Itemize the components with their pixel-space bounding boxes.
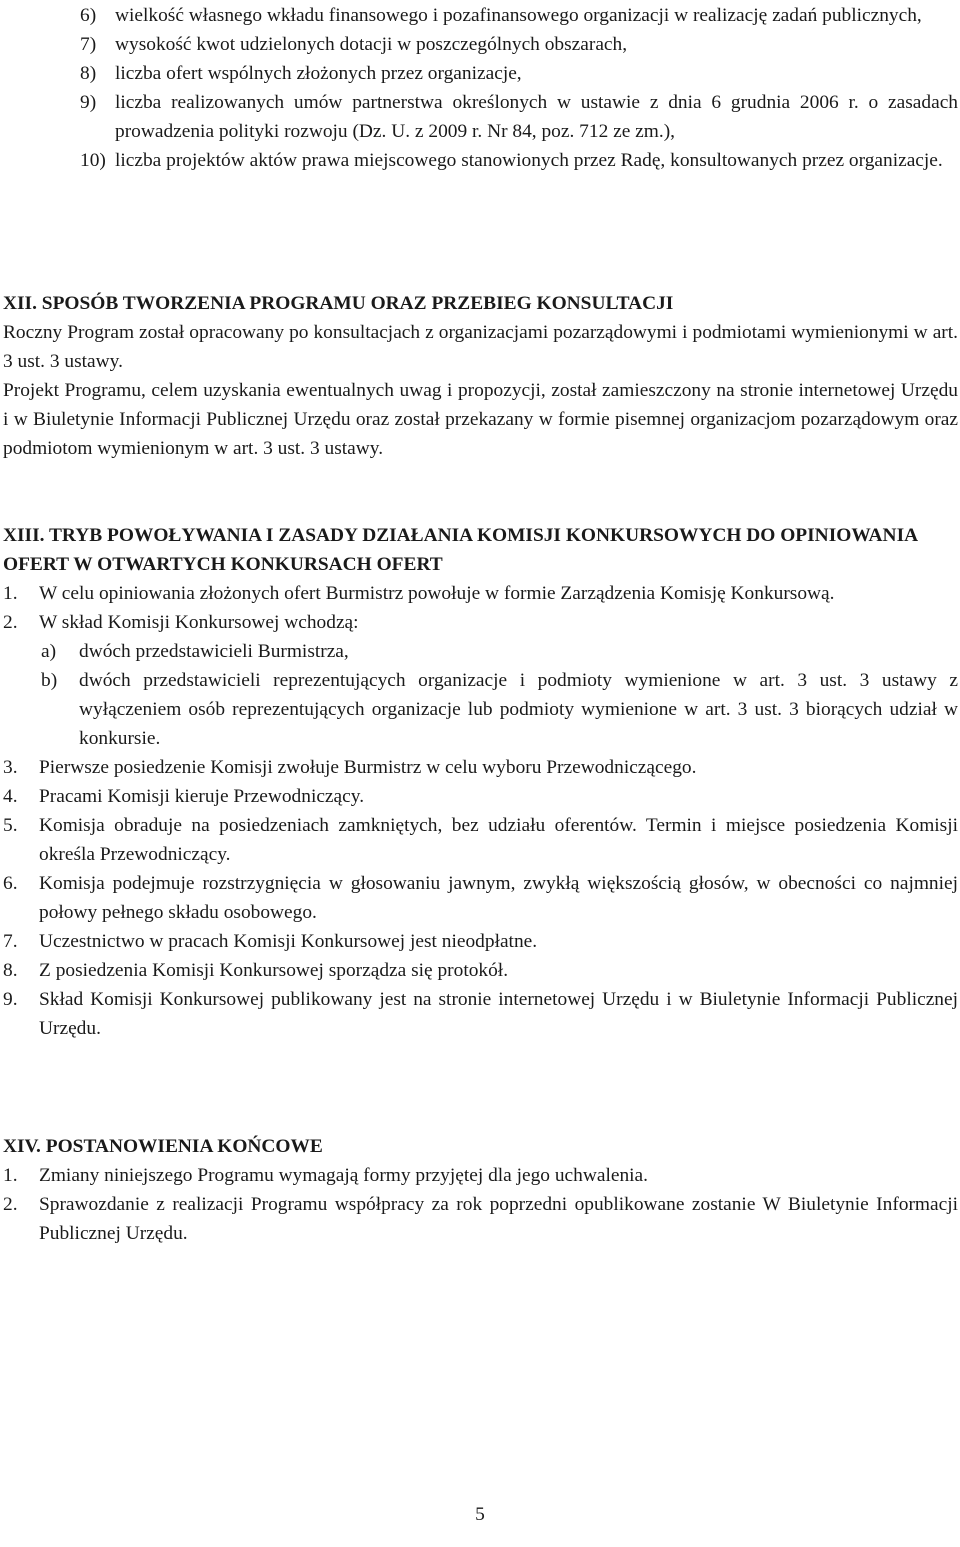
list-item-number: 1. (3, 583, 18, 604)
list-item-text: Zmiany niniejszego Programu wymagają formy przyjętej dla jego uchwalenia. (39, 1165, 648, 1186)
page-number: 5 (475, 1504, 485, 1525)
list-item-number: 2. (3, 612, 18, 633)
list-item (3, 869, 958, 927)
list-item-number: 3. (3, 757, 18, 778)
sub-item-letter: b) (41, 670, 58, 691)
list-item-text: Pracami Komisji kieruje Przewodniczący. (39, 786, 365, 807)
list-item (3, 608, 958, 637)
sub-item-text: dwóch przedstawicieli Burmistrza, (79, 641, 349, 662)
section-xii (3, 289, 958, 463)
list-item-text: liczba realizowanych umów partnerstwa określonych w ustawie z dnia 6 grudnia 2006 r. o zasadach prowadzenia polityki rozwoju (Dz. U. z 2009 r. Nr 84, poz. 712 ze zm.), (115, 92, 958, 142)
list-item-number: 5. (3, 815, 18, 836)
list-item-text: Z posiedzenia Komisji Konkursowej sporządza się protokół. (39, 960, 509, 981)
list-item-text: W skład Komisji Konkursowej wchodzą: (39, 612, 359, 633)
list-item-number: 8) (80, 63, 97, 84)
indicator-list (80, 1, 958, 175)
list-item-number: 8. (3, 960, 18, 981)
list-item-text: Komisja podejmuje rozstrzygnięcia w głosowaniu jawnym, zwykłą większością głosów, w obecności co najmniej połowy pełnego składu osobowego. (39, 873, 958, 923)
section-heading: XII. SPOSÓB TWORZENIA PROGRAMU ORAZ PRZEBIEG KONSULTACJI (3, 293, 674, 314)
list-item-number: 7) (80, 34, 97, 55)
section-heading: XIII. TRYB POWOŁYWANIA I ZASADY DZIAŁANIA KOMISJI KONKURSOWYCH DO OPINIOWANIA OFERT W OTWARTYCH KONKURSACH OFERT (3, 525, 918, 575)
section-xiv (3, 1132, 958, 1248)
list-item (80, 59, 958, 88)
list-item (3, 753, 958, 782)
list-item (3, 782, 958, 811)
section-xiii (3, 521, 958, 1043)
list-item (3, 1190, 958, 1248)
list-item-number: 4. (3, 786, 18, 807)
list-item-number: 6) (80, 5, 97, 26)
list-item-text: W celu opiniowania złożonych ofert Burmistrz powołuje w formie Zarządzenia Komisję Konkursową. (39, 583, 835, 604)
list-item-text: liczba ofert wspólnych złożonych przez organizacje, (115, 63, 522, 84)
list-item-text: liczba projektów aktów prawa miejscowego stanowionych przez Radę, konsultowanych przez organizacje. (115, 150, 943, 171)
paragraph: Roczny Program został opracowany po konsultacjach z organizacjami pozarządowymi i podmiotami wymienionymi w art. 3 ust. 3 ustawy. (3, 322, 958, 372)
list-item-text: Pierwsze posiedzenie Komisji zwołuje Burmistrz w celu wyboru Przewodniczącego. (39, 757, 697, 778)
list-item (3, 1161, 958, 1190)
list-item (3, 811, 958, 869)
list-item-number: 6. (3, 873, 18, 894)
sub-item-letter: a) (41, 641, 57, 662)
list-item-text: Sprawozdanie z realizacji Programu współpracy za rok poprzedni opublikowane zostanie W Biuletynie Informacji Publicznej Urzędu. (39, 1194, 958, 1244)
paragraph: Projekt Programu, celem uzyskania ewentualnych uwag i propozycji, został zamieszczony na stronie internetowej Urzędu i w Biuletynie Informacji Publicznej Urzędu oraz został przekazany w formie pisemnej organizacjom pozarządowym oraz podmiotom wymienionym w art. 3 ust. 3 ustawy. (3, 380, 958, 459)
list-item-number: 10) (80, 150, 106, 171)
list-item-text: Komisja obraduje na posiedzeniach zamkniętych, bez udziału oferentów. Termin i miejsce posiedzenia Komisji określa Przewodniczący. (39, 815, 958, 865)
list-item-number: 9. (3, 989, 18, 1010)
list-item (80, 30, 958, 59)
list-item (80, 146, 958, 175)
list-item-text: wielkość własnego wkładu finansowego i pozafinansowego organizacji w realizację zadań publicznych, (115, 5, 922, 26)
list-item-number: 2. (3, 1194, 18, 1215)
sub-list-item (3, 637, 958, 666)
list-item (3, 579, 958, 608)
list-item (3, 927, 958, 956)
list-item-text: Uczestnictwo w pracach Komisji Konkursowej jest nieodpłatne. (39, 931, 538, 952)
sub-item-text: dwóch przedstawicieli reprezentujących organizacje i podmioty wymienione w art. 3 ust. 3 ustawy z wyłączeniem osób reprezentujących organizacje lub podmioty wymienione w art. 3 ust. 3 biorących udział w konkursie. (79, 670, 958, 749)
list-item (3, 956, 958, 985)
list-item (3, 985, 958, 1043)
list-item-text: Skład Komisji Konkursowej publikowany jest na stronie internetowej Urzędu i w Biuletynie Informacji Publicznej Urzędu. (39, 989, 958, 1039)
list-item-text: wysokość kwot udzielonych dotacji w poszczególnych obszarach, (115, 34, 628, 55)
list-item-number: 7. (3, 931, 18, 952)
list-item-number: 1. (3, 1165, 18, 1186)
list-item (80, 88, 958, 146)
list-item (80, 1, 958, 30)
sub-list-item (3, 666, 958, 753)
section-heading: XIV. POSTANOWIENIA KOŃCOWE (3, 1136, 323, 1157)
list-item-number: 9) (80, 92, 97, 113)
